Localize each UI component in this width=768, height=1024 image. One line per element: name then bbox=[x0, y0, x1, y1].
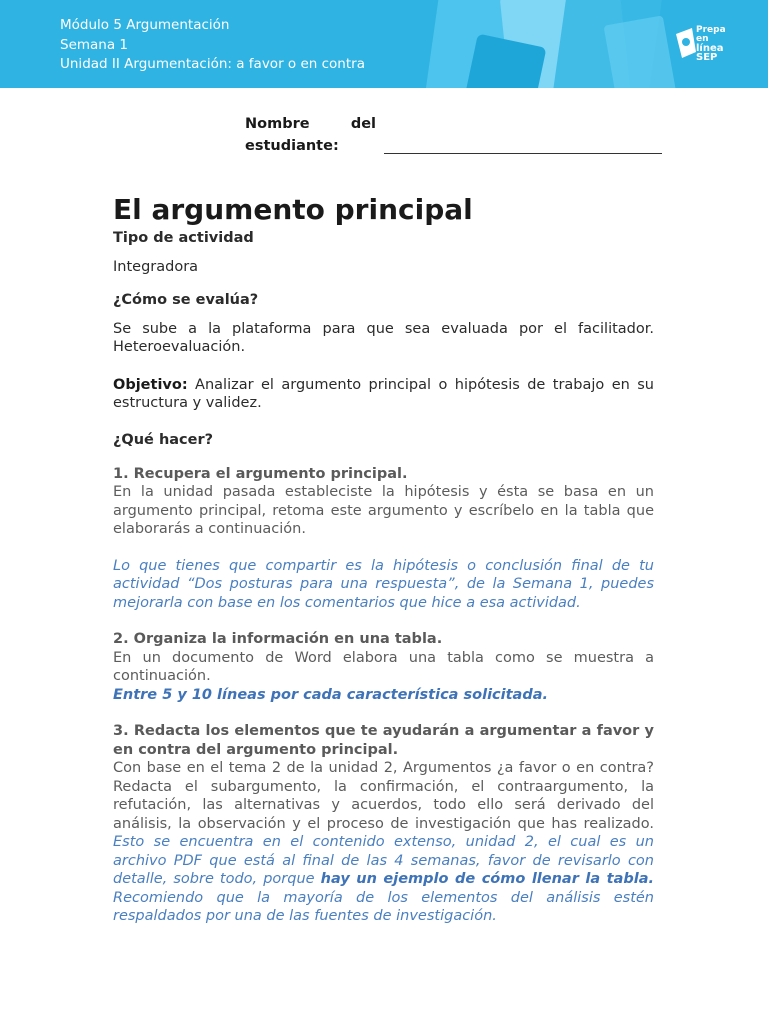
step-1-note: Lo que tienes que compartir es la hipótesis o conclusión final de tu actividad “Dos posturas para una respuesta”, de la Semana 1, puedes mejorarla con base en los comentarios que hice a esa actividad. bbox=[113, 557, 654, 611]
step-1-text: En la unidad pasada estableciste la hipótesis y ésta se basa en un argumento principal, retoma este argumento y escríbelo en la tabla que elaborarás a continuación. bbox=[113, 484, 654, 537]
document-title: El argumento principal bbox=[113, 193, 473, 226]
banner-decoration bbox=[604, 15, 677, 88]
objective-text: Analizar el argumento principal o hipótesis de trabajo en su estructura y validez. bbox=[113, 376, 654, 411]
header-text bbox=[60, 16, 365, 75]
header-banner bbox=[0, 0, 768, 88]
unit-name: Unidad II Argumentación: a favor o en contra bbox=[60, 56, 365, 72]
student-name-line bbox=[384, 153, 662, 154]
step-3-note-part1: Esto se encuentra en el contenido extenso, unidad 2, el cual es un archivo PDF que está al final de las 4 semanas, favor de revisarlo con detalle, sobre todo, porque bbox=[113, 834, 654, 887]
objective-label: Objetivo: bbox=[113, 376, 188, 393]
document-body bbox=[113, 192, 654, 926]
logo-text: Prepa en línea SEP bbox=[696, 25, 726, 63]
step-1-title: 1. Recupera el argumento principal. bbox=[113, 465, 408, 482]
step-3-paragraph bbox=[113, 759, 654, 926]
objective-paragraph bbox=[113, 376, 654, 413]
step-2-text: En un documento de Word elabora una tabla como se muestra a continuación. bbox=[113, 649, 654, 684]
step-3-note-part2: Recomiendo que la mayoría de los elementos del análisis estén respaldados por una de las fuentes de investigación. bbox=[113, 889, 654, 924]
student-name-label: Nombre del estudiante: bbox=[245, 116, 376, 154]
activity-type-label: Tipo de actividad bbox=[113, 230, 254, 246]
evaluation-text: Se sube a la plataforma para que sea evaluada por el facilitador. Heteroevaluación. bbox=[113, 320, 654, 355]
step-2-title: 2. Organiza la información en una tabla. bbox=[113, 631, 443, 647]
evaluation-label: ¿Cómo se evalúa? bbox=[113, 291, 259, 308]
step-3-note-bold: hay un ejemplo de cómo llenar la tabla. bbox=[320, 871, 654, 887]
week-name: Semana 1 bbox=[60, 36, 129, 53]
step-3-title: 3. Redacta los elementos que te ayudarán a argumentar a favor y en contra del argumento principal. bbox=[113, 723, 654, 758]
prepa-en-linea-logo bbox=[672, 22, 730, 66]
what-to-do-label: ¿Qué hacer? bbox=[113, 431, 214, 448]
module-name: Módulo 5 Argumentación bbox=[60, 17, 230, 33]
step-3-text: Con base en el tema 2 de la unidad 2, Argumentos ¿a favor o en contra? Redacta el subargumento, la confirmación, el contraargumento, la refutación, las alternativas y acuerdos, todo ello será derivado del análisis, la observación y el proceso de investigación que has realizado. bbox=[113, 760, 654, 832]
step-2-note: Entre 5 y 10 líneas por cada característica solicitada. bbox=[113, 686, 548, 703]
activity-type-value: Integradora bbox=[113, 259, 199, 275]
